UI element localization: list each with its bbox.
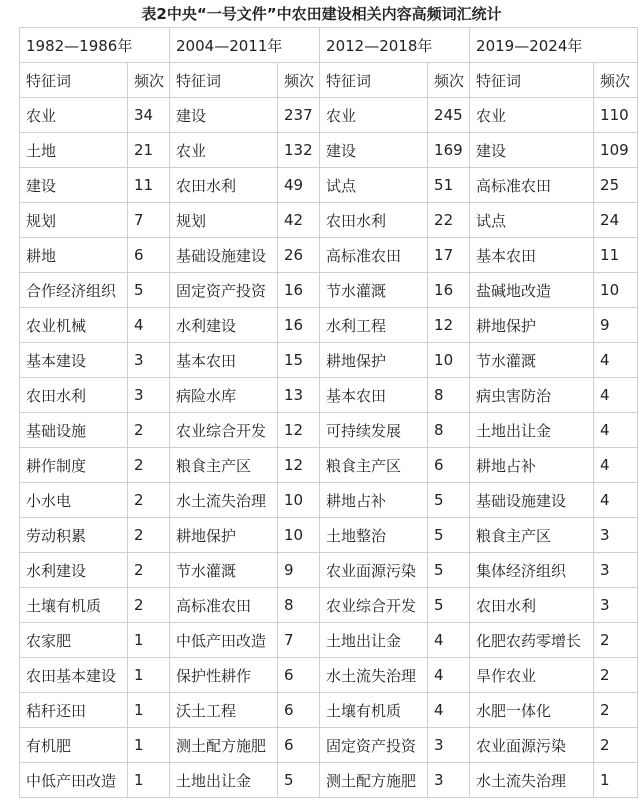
frequency-cell: 6 [428, 448, 470, 483]
feature-word-cell: 耕地占补 [320, 483, 428, 518]
feature-word-cell: 水肥一体化 [470, 693, 594, 728]
feature-word-cell: 化肥农药零增长 [470, 623, 594, 658]
table-row [20, 308, 638, 343]
table-row [20, 133, 638, 168]
feature-word-cell: 集体经济组织 [470, 553, 594, 588]
feature-word-cell: 小水电 [20, 483, 128, 518]
frequency-cell: 2 [128, 553, 170, 588]
period-header: 1982—1986年 [20, 28, 170, 63]
frequency-cell: 4 [428, 658, 470, 693]
frequency-cell: 4 [594, 378, 638, 413]
feature-word-cell: 农田水利 [320, 203, 428, 238]
table-row [20, 98, 638, 133]
feature-word-cell: 建设 [320, 133, 428, 168]
feature-word-cell: 农业 [320, 98, 428, 133]
table-row [20, 728, 638, 763]
feature-word-cell: 水利工程 [320, 308, 428, 343]
feature-word-cell: 基本农田 [320, 378, 428, 413]
table-row [20, 343, 638, 378]
feature-word-cell: 土壤有机质 [320, 693, 428, 728]
frequency-cell: 1 [128, 658, 170, 693]
feature-word-cell: 土地 [20, 133, 128, 168]
feature-word-cell: 基础设施建设 [170, 238, 278, 273]
feature-word-cell: 建设 [470, 133, 594, 168]
table-row [20, 273, 638, 308]
frequency-cell: 4 [594, 343, 638, 378]
frequency-cell: 3 [428, 728, 470, 763]
frequency-cell: 8 [428, 413, 470, 448]
feature-word-cell: 病险水库 [170, 378, 278, 413]
frequency-cell: 13 [278, 378, 320, 413]
frequency-cell: 25 [594, 168, 638, 203]
frequency-cell: 7 [128, 203, 170, 238]
feature-word-cell: 固定资产投资 [320, 728, 428, 763]
feature-word-cell: 试点 [320, 168, 428, 203]
frequency-cell: 1 [128, 763, 170, 798]
frequency-cell: 3 [428, 763, 470, 798]
column-header-word: 特征词 [170, 63, 278, 98]
feature-word-cell: 规划 [170, 203, 278, 238]
feature-word-cell: 建设 [20, 168, 128, 203]
frequency-cell: 2 [594, 658, 638, 693]
feature-word-cell: 农田基本建设 [20, 658, 128, 693]
feature-word-cell: 基础设施 [20, 413, 128, 448]
feature-word-cell: 秸秆还田 [20, 693, 128, 728]
frequency-cell: 16 [278, 308, 320, 343]
table-row [20, 483, 638, 518]
feature-word-cell: 固定资产投资 [170, 273, 278, 308]
frequency-cell: 16 [278, 273, 320, 308]
frequency-cell: 237 [278, 98, 320, 133]
feature-word-cell: 盐碱地改造 [470, 273, 594, 308]
frequency-cell: 26 [278, 238, 320, 273]
feature-word-cell: 农业 [20, 98, 128, 133]
frequency-cell: 4 [594, 413, 638, 448]
frequency-cell: 9 [594, 308, 638, 343]
feature-word-cell: 农业综合开发 [170, 413, 278, 448]
frequency-cell: 132 [278, 133, 320, 168]
frequency-cell: 15 [278, 343, 320, 378]
frequency-table [19, 27, 638, 798]
table-row [20, 518, 638, 553]
frequency-cell: 2 [594, 728, 638, 763]
feature-word-cell: 可持续发展 [320, 413, 428, 448]
column-header-word: 特征词 [20, 63, 128, 98]
feature-word-cell: 耕地 [20, 238, 128, 273]
frequency-cell: 24 [594, 203, 638, 238]
frequency-cell: 51 [428, 168, 470, 203]
feature-word-cell: 粮食主产区 [320, 448, 428, 483]
feature-word-cell: 劳动积累 [20, 518, 128, 553]
feature-word-cell: 节水灌溉 [320, 273, 428, 308]
feature-word-cell: 耕地保护 [470, 308, 594, 343]
frequency-cell: 7 [278, 623, 320, 658]
frequency-cell: 4 [594, 483, 638, 518]
frequency-cell: 2 [128, 518, 170, 553]
frequency-cell: 5 [428, 553, 470, 588]
frequency-cell: 110 [594, 98, 638, 133]
feature-word-cell: 中低产田改造 [170, 623, 278, 658]
feature-word-cell: 基本农田 [170, 343, 278, 378]
feature-word-cell: 中低产田改造 [20, 763, 128, 798]
frequency-cell: 3 [594, 588, 638, 623]
feature-word-cell: 农田水利 [170, 168, 278, 203]
column-header-word: 特征词 [470, 63, 594, 98]
feature-word-cell: 沃土工程 [170, 693, 278, 728]
feature-word-cell: 农业综合开发 [320, 588, 428, 623]
feature-word-cell: 农田水利 [20, 378, 128, 413]
frequency-cell: 245 [428, 98, 470, 133]
feature-word-cell: 耕地保护 [170, 518, 278, 553]
frequency-cell: 12 [278, 413, 320, 448]
frequency-cell: 2 [594, 623, 638, 658]
column-header-freq: 频次 [428, 63, 470, 98]
feature-word-cell: 保护性耕作 [170, 658, 278, 693]
feature-word-cell: 规划 [20, 203, 128, 238]
frequency-cell: 34 [128, 98, 170, 133]
feature-word-cell: 水土流失治理 [320, 658, 428, 693]
feature-word-cell: 试点 [470, 203, 594, 238]
frequency-cell: 3 [128, 343, 170, 378]
feature-word-cell: 水土流失治理 [470, 763, 594, 798]
feature-word-cell: 基本农田 [470, 238, 594, 273]
frequency-cell: 1 [594, 763, 638, 798]
feature-word-cell: 有机肥 [20, 728, 128, 763]
feature-word-cell: 耕地保护 [320, 343, 428, 378]
table-row [20, 168, 638, 203]
frequency-cell: 10 [278, 483, 320, 518]
frequency-cell: 4 [428, 693, 470, 728]
feature-word-cell: 粮食主产区 [470, 518, 594, 553]
frequency-cell: 11 [594, 238, 638, 273]
frequency-cell: 3 [594, 518, 638, 553]
period-header: 2012—2018年 [320, 28, 470, 63]
feature-word-cell: 高标准农田 [470, 168, 594, 203]
feature-word-cell: 建设 [170, 98, 278, 133]
feature-word-cell: 农业面源污染 [470, 728, 594, 763]
feature-word-cell: 粮食主产区 [170, 448, 278, 483]
frequency-cell: 17 [428, 238, 470, 273]
frequency-cell: 5 [428, 588, 470, 623]
feature-word-cell: 农业 [470, 98, 594, 133]
feature-word-cell: 高标准农田 [170, 588, 278, 623]
table-row [20, 623, 638, 658]
feature-word-cell: 节水灌溉 [170, 553, 278, 588]
frequency-cell: 6 [278, 693, 320, 728]
frequency-cell: 5 [428, 518, 470, 553]
frequency-cell: 5 [278, 763, 320, 798]
frequency-cell: 16 [428, 273, 470, 308]
feature-word-cell: 节水灌溉 [470, 343, 594, 378]
frequency-cell: 10 [428, 343, 470, 378]
feature-word-cell: 基础设施建设 [470, 483, 594, 518]
period-header: 2004—2011年 [170, 28, 320, 63]
table-row [20, 448, 638, 483]
frequency-cell: 6 [278, 658, 320, 693]
frequency-cell: 12 [428, 308, 470, 343]
frequency-cell: 10 [594, 273, 638, 308]
feature-word-cell: 土地整治 [320, 518, 428, 553]
feature-word-cell: 土地出让金 [470, 413, 594, 448]
frequency-cell: 8 [428, 378, 470, 413]
feature-word-cell: 测土配方施肥 [320, 763, 428, 798]
feature-word-cell: 农田水利 [470, 588, 594, 623]
column-header-word: 特征词 [320, 63, 428, 98]
feature-word-cell: 农家肥 [20, 623, 128, 658]
feature-word-cell: 土地出让金 [320, 623, 428, 658]
frequency-cell: 5 [428, 483, 470, 518]
frequency-cell: 2 [128, 413, 170, 448]
frequency-cell: 4 [128, 308, 170, 343]
feature-word-cell: 农业机械 [20, 308, 128, 343]
frequency-cell: 6 [128, 238, 170, 273]
frequency-cell: 6 [278, 728, 320, 763]
frequency-cell: 1 [128, 623, 170, 658]
frequency-cell: 2 [594, 693, 638, 728]
column-header-freq: 频次 [128, 63, 170, 98]
frequency-cell: 4 [428, 623, 470, 658]
frequency-cell: 2 [128, 483, 170, 518]
frequency-cell: 109 [594, 133, 638, 168]
feature-word-cell: 土地出让金 [170, 763, 278, 798]
feature-word-cell: 高标准农田 [320, 238, 428, 273]
frequency-cell: 22 [428, 203, 470, 238]
table-caption: 表2中央“一号文件”中农田建设相关内容高频词汇统计 [141, 5, 502, 23]
feature-word-cell: 测土配方施肥 [170, 728, 278, 763]
column-header-freq: 频次 [594, 63, 638, 98]
feature-word-cell: 水利建设 [20, 553, 128, 588]
table-row [20, 238, 638, 273]
frequency-cell: 1 [128, 693, 170, 728]
column-header-row [20, 63, 638, 98]
period-header: 2019—2024年 [470, 28, 638, 63]
feature-word-cell: 耕作制度 [20, 448, 128, 483]
frequency-cell: 10 [278, 518, 320, 553]
frequency-cell: 12 [278, 448, 320, 483]
table-row [20, 588, 638, 623]
frequency-cell: 1 [128, 728, 170, 763]
frequency-cell: 9 [278, 553, 320, 588]
feature-word-cell: 水利建设 [170, 308, 278, 343]
table-row [20, 378, 638, 413]
table-row [20, 658, 638, 693]
frequency-cell: 42 [278, 203, 320, 238]
feature-word-cell: 农业面源污染 [320, 553, 428, 588]
feature-word-cell: 耕地占补 [470, 448, 594, 483]
feature-word-cell: 合作经济组织 [20, 273, 128, 308]
table-row [20, 693, 638, 728]
frequency-cell: 8 [278, 588, 320, 623]
table-row [20, 553, 638, 588]
feature-word-cell: 农业 [170, 133, 278, 168]
feature-word-cell: 病虫害防治 [470, 378, 594, 413]
frequency-cell: 169 [428, 133, 470, 168]
feature-word-cell: 水土流失治理 [170, 483, 278, 518]
table-row [20, 203, 638, 238]
frequency-cell: 21 [128, 133, 170, 168]
frequency-cell: 11 [128, 168, 170, 203]
frequency-cell: 3 [128, 378, 170, 413]
frequency-cell: 3 [594, 553, 638, 588]
frequency-cell: 49 [278, 168, 320, 203]
feature-word-cell: 基本建设 [20, 343, 128, 378]
frequency-cell: 4 [594, 448, 638, 483]
frequency-cell: 2 [128, 588, 170, 623]
period-header-row [20, 28, 638, 63]
column-header-freq: 频次 [278, 63, 320, 98]
feature-word-cell: 土壤有机质 [20, 588, 128, 623]
frequency-cell: 2 [128, 448, 170, 483]
table-row [20, 413, 638, 448]
frequency-cell: 5 [128, 273, 170, 308]
feature-word-cell: 旱作农业 [470, 658, 594, 693]
table-row [20, 763, 638, 798]
